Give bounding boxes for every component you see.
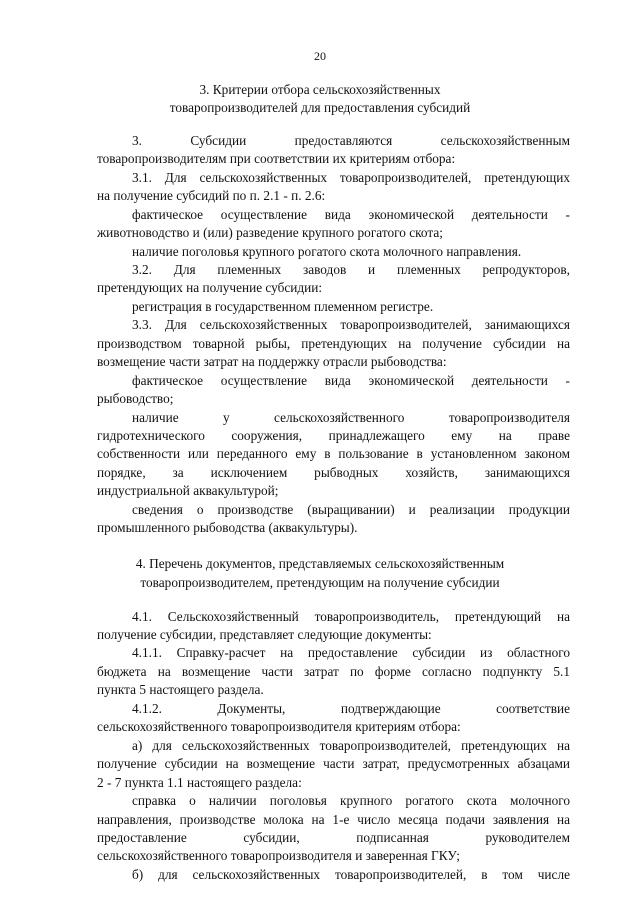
text-line: 3.2. Для племенных заводов и племенных репродукторов, [132,262,570,277]
text-line: на получение субсидий по п. 2.1 - п. 2.6: [97,188,326,203]
text-line: справка о наличии поголовья крупного рогатого скота молочного [132,793,570,808]
text-line: регистрация в государственном племенном регистре. [132,299,434,314]
text-line: сельскохозяйственного товаропроизводителя критериям отбора: [97,719,461,734]
text-line: собственности или переданного ему в пользование в установленном законом [97,446,570,461]
text-line: возмещение части затрат на поддержку отрасли рыбоводства: [97,354,447,369]
section3-title-line2: товаропроизводителей для предоставления субсидий [169,100,471,115]
text-line: получение субсидии, представляет следующие документы: [97,627,432,642]
section4-title-line2: товаропроизводителем, претендующим на получение субсидии [140,575,500,590]
text-line: 3. Субсидии предоставляются сельскохозяйственным [132,133,570,148]
text-line: получение субсидии на возмещение части затрат, предусмотренных абзацами [97,756,570,771]
text-line: 3.3. Для сельскохозяйственных товаропроизводителей, занимающихся [132,317,570,332]
text-line: наличие у сельскохозяйственного товаропроизводителя [132,410,570,425]
text-line: товаропроизводителям при соответствии их критериям отбора: [97,151,456,166]
text-line: фактическое осуществление вида экономической деятельности - [132,373,570,388]
text-line: пункта 5 настоящего раздела. [97,682,264,697]
text-line: предоставление субсидии, подписанная руководителем [97,830,570,845]
text-line: сведения о производстве (выращивании) и реализации продукции [132,502,570,517]
text-line: сельскохозяйственного товаропроизводителя и заверенная ГКУ; [97,848,460,863]
section3-title-line1: 3. Критерии отбора сельскохозяйственных [199,82,441,97]
text-line: гидротехнического сооружения, принадлежащего ему на праве [97,428,570,443]
text-line: порядке, за исключением рыбводных хозяйств, занимающихся [97,465,570,480]
text-line: производством товарной рыбы, претендующих на получение субсидии на [97,336,570,351]
text-line: 3.1. Для сельскохозяйственных товаропроизводителей, претендующих [132,170,570,185]
text-line: индустриальной аквакультурой; [97,483,279,498]
text-line: направления, производстве молока на 1-е число месяца подачи заявления на [97,812,570,827]
text-line: 4.1.2. Документы, подтверждающие соответствие [132,701,570,716]
text-line: бюджета на возмещение части затрат по форме согласно подпункту 5.1 [97,664,570,679]
text-line: рыбоводство; [97,391,174,406]
text-line: наличие поголовья крупного рогатого скота молочного направления. [132,244,522,259]
text-line: претендующих на получение субсидии: [97,280,323,295]
text-line: фактическое осуществление вида экономической деятельности - [132,207,570,222]
text-line: б) для сельскохозяйственных товаропроизводителей, в том числе [132,867,570,882]
page-number: 20 [314,49,326,63]
text-line: животноводство и (или) разведение крупного рогатого скота; [97,225,443,240]
text-line: 4.1. Сельскохозяйственный товаропроизводитель, претендующий на [132,609,570,624]
text-line: промышленного рыбоводства (аквакультуры). [97,520,358,535]
text-line: 2 - 7 пункта 1.1 настоящего раздела: [97,775,302,790]
text-line: а) для сельскохозяйственных товаропроизводителей, претендующих на [132,738,570,753]
section4-title-line1: 4. Перечень документов, представляемых сельскохозяйственным [135,556,505,571]
text-line: 4.1.1. Справку-расчет на предоставление субсидии из областного [132,645,570,660]
